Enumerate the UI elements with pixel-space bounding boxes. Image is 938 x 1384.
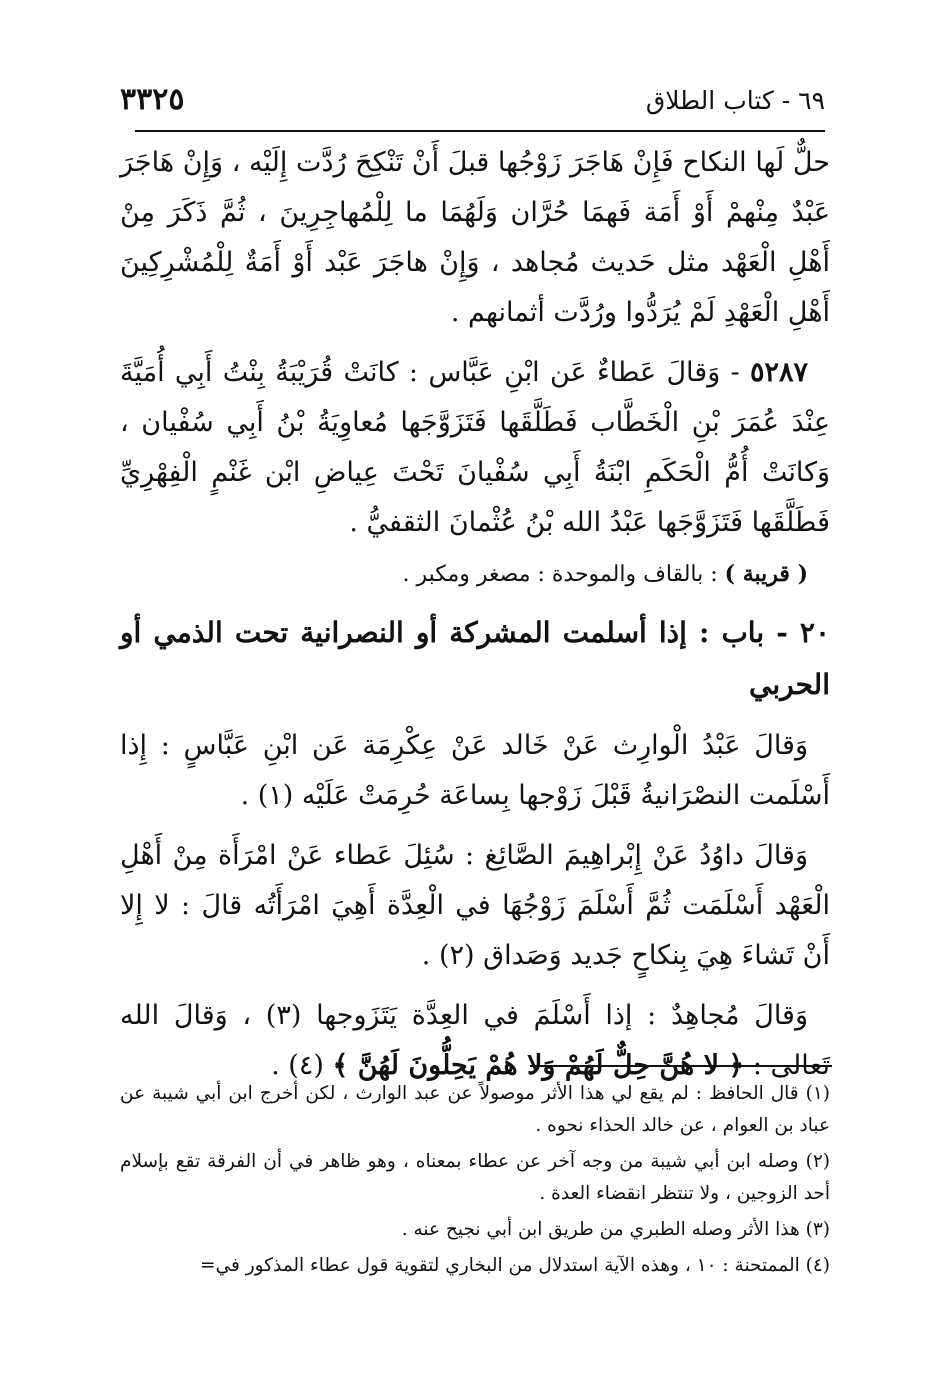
hadith-number: ٥٢٨٧ xyxy=(749,357,808,388)
footnotes xyxy=(120,1078,830,1286)
chapter-title: ٦٩ - كتاب الطلاق xyxy=(645,86,825,115)
word-note xyxy=(120,554,830,595)
paragraph-start: وَقالَ مُجاهِدٌ : إذا أَسْلَمَ في العِدَّة يَتَزَوجها (٣) ، وَقالَ الله تَعالى : xyxy=(120,1000,830,1081)
footnote-3: (٣) هذا الأثر وصله الطبري من طريق ابن أبي نجيح عنه . xyxy=(401,1219,830,1240)
paragraph: وَقالَ داوُدُ عَنْ إِبْراهِيمَ الصَّائِغ : سُئِلَ عَطاء عَنْ امْرَأَة مِنْ أَهْلِ الْعَهْد أَسْلَمَت ثُمَّ أَسْلَمَ زَوْجُهَا في الْعِدَّة أَهِيَ امْرَأَتُه قالَ : لا إِلا أَنْ تَشاءَ هِيَ بِنكاحٍ جَديد وَصَداق (٢) . xyxy=(120,840,830,971)
footnote-1: (١) قال الحافظ : لم يقع لي هذا الأثر موصولاً عن عبد الوارث ، لكن أخرج ابن أبي شيبة عن عباد بن العوام ، عن خالد الحذاء نحوه . xyxy=(120,1083,830,1136)
main-text xyxy=(120,138,830,1101)
footnote-2: (٢) وصله ابن أبي شيبة من وجه آخر عن عطاء بمعناه ، وهو ظاهر في أن الفرقة تقع بإسلام أحد الزوجين ، ولا تنتظر انقضاء العدة . xyxy=(120,1151,830,1204)
running-header xyxy=(120,82,825,122)
quran-verse: ﴿ لا هُنَّ حِلٌّ لَهُمْ وَلا هُمْ يَحِلُّونَ لَهُنَّ ﴾ xyxy=(332,1050,745,1081)
hadith-text: - وَقالَ عَطاءٌ عَن ابْنِ عَبَّاس : كانَتْ قُرَيْبَةُ بِنْتُ أَبِي أُمَيَّةَ عِنْدَ عُمَرَ بْنِ الْخَطَّاب فَطَلَّقَها فَتَزَوَّجَها مُعاوِيَةُ بْنُ أَبِي سُفْيان ، وَكانَتْ أُمُّ الْحَكَمِ ابْنَةُ أَبِي سُفْيانَ تَحْتَ عِياضِ ابْن غَنْمٍ الْفِهْرِيِّ فَطَلَّقَها فَتَزَوَّجَها عَبْدُ الله بْنُ عُثْمانَ الثقفيُّ . xyxy=(120,357,830,538)
note-term: ( قريبة ) xyxy=(724,561,808,587)
note-text: : بالقاف والموحدة : مصغر ومكبر . xyxy=(402,562,725,587)
paragraph-continuation: حلٌّ لَها النكاح فَإِنْ هَاجَرَ زَوْجُها قبلَ أَنْ تَنْكِحَ رُدَّت إِلَيْه ، وَإِنْ هَاجَرَ عَبْدٌ مِنْهمْ أَوْ أَمَة فَهمَا حُرَّان وَلَهُمَا ما لِلْمُهاجِرِينَ ، ثُمَّ ذَكَرَ مِنْ أَهْلِ الْعَهْد مثل حَديث مُجاهد ، وَإِنْ هاجَرَ عَبْد أَوْ أَمَةٌ لِلْمُشْرِكِينَ أَهْلِ الْعَهْدِ لَمْ يُرَدُّوا ورُدَّت أثمانهم . xyxy=(120,147,830,328)
hadith-paragraph xyxy=(120,348,830,548)
page-number: ٣٣٢٥ xyxy=(120,82,185,117)
paragraph-with-quran xyxy=(120,991,830,1091)
chapter-heading: ٢٠ - باب : إذا أسلمت المشركة أو النصرانية تحت الذمي أو الحربي xyxy=(120,616,830,701)
paragraph-end: (٤) . xyxy=(271,1050,333,1081)
footnote-rule xyxy=(530,1065,832,1067)
paragraph: وَقالَ عَبْدُ الْوارِث عَنْ خَالد عَنْ عِكْرِمَة عَن ابْنِ عَبَّاسٍ : إِذا أَسْلَمت النصْرَانيةُ قَبْلَ زَوْجها بِساعَة حُرِمَتْ عَلَيْه (١) . xyxy=(120,730,830,811)
footnote-4: (٤) الممتحنة : ١٠ ، وهذه الآية استدلال من البخاري لتقوية قول عطاء المذكور في= xyxy=(200,1255,830,1276)
header-rule xyxy=(135,130,825,132)
